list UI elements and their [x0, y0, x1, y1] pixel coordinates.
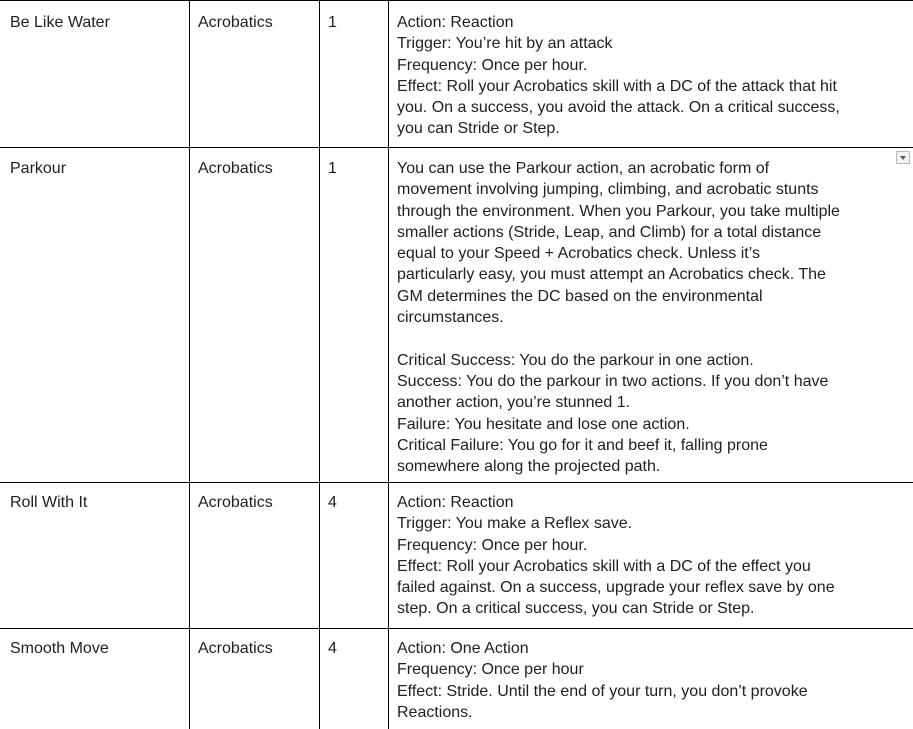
description-line: circumstances. — [397, 309, 504, 327]
paragraph-spacer — [397, 328, 840, 349]
chevron-down-icon[interactable] — [896, 151, 910, 164]
column-divider — [388, 0, 389, 729]
description-line: another action, you’re stunned 1. — [397, 394, 631, 412]
level-cell[interactable]: 4 — [328, 640, 337, 657]
description-cell[interactable] — [397, 638, 808, 723]
skill-cell[interactable]: Acrobatics — [198, 160, 273, 177]
description-line: particularly easy, you must attempt an Acrobatics check. The — [397, 266, 826, 284]
description-line: you. On a success, you avoid the attack. On a critical success, — [397, 99, 840, 117]
feat-name-cell[interactable]: Roll With It — [10, 494, 88, 511]
feat-name-cell[interactable]: Parkour — [10, 160, 67, 177]
description-line: Frequency: Once per hour. — [397, 536, 588, 554]
description-line: You can use the Parkour action, an acrobatic form of — [397, 160, 770, 177]
description-line: Trigger: You make a Reflex save. — [397, 515, 633, 533]
level-cell[interactable]: 4 — [328, 494, 337, 511]
row-divider — [0, 147, 913, 148]
description-cell[interactable] — [397, 158, 840, 477]
description-line: Effect: Roll your Acrobatics skill with a DC of the effect you — [397, 557, 811, 575]
description-line: Success: You do the parkour in two actions. If you don’t have — [397, 372, 829, 390]
description-line: Frequency: Once per hour — [397, 661, 584, 679]
description-line: Failure: You hesitate and lose one action. — [397, 415, 690, 433]
column-divider — [319, 0, 320, 729]
skill-cell[interactable]: Acrobatics — [198, 14, 273, 31]
description-cell[interactable] — [397, 492, 835, 620]
description-line: Trigger: You’re hit by an attack — [397, 35, 613, 53]
description-line: Action: One Action — [397, 640, 529, 657]
description-line: Effect: Roll your Acrobatics skill with a DC of the attack that hit — [397, 77, 837, 95]
description-line: Effect: Stride. Until the end of your turn, you don’t provoke — [397, 682, 808, 700]
description-line: Action: Reaction — [397, 494, 514, 511]
feat-name-cell[interactable]: Smooth Move — [10, 640, 109, 657]
description-line: somewhere along the projected path. — [397, 458, 661, 476]
description-line: you can Stride or Step. — [397, 120, 560, 138]
skill-cell[interactable]: Acrobatics — [198, 494, 273, 511]
description-line: failed against. On a success, upgrade your reflex save by one — [397, 579, 835, 597]
description-line: step. On a critical success, you can Stride or Step. — [397, 600, 755, 618]
row-divider — [0, 628, 913, 629]
row-divider — [0, 0, 913, 1]
row-divider — [0, 482, 913, 483]
description-line: GM determines the DC based on the environmental — [397, 287, 763, 305]
description-line: Frequency: Once per hour. — [397, 56, 588, 74]
description-line: smaller actions (Stride, Leap, and Climb) for a total distance — [397, 223, 822, 241]
level-cell[interactable]: 1 — [328, 160, 337, 177]
column-divider — [189, 0, 190, 729]
feat-name-cell[interactable]: Be Like Water — [10, 14, 110, 31]
description-cell[interactable] — [397, 12, 840, 140]
description-line: through the environment. When you Parkour, you take multiple — [397, 202, 840, 220]
description-line: Action: Reaction — [397, 14, 514, 31]
skill-cell[interactable]: Acrobatics — [198, 640, 273, 657]
description-line: Reactions. — [397, 703, 473, 721]
level-cell[interactable]: 1 — [328, 14, 337, 31]
description-line: Critical Success: You do the parkour in one action. — [397, 351, 754, 369]
description-line: movement involving jumping, climbing, and acrobatic stunts — [397, 181, 819, 199]
description-line: equal to your Speed + Acrobatics check. Unless it’s — [397, 245, 761, 263]
description-line: Critical Failure: You go for it and beef it, falling prone — [397, 436, 768, 454]
